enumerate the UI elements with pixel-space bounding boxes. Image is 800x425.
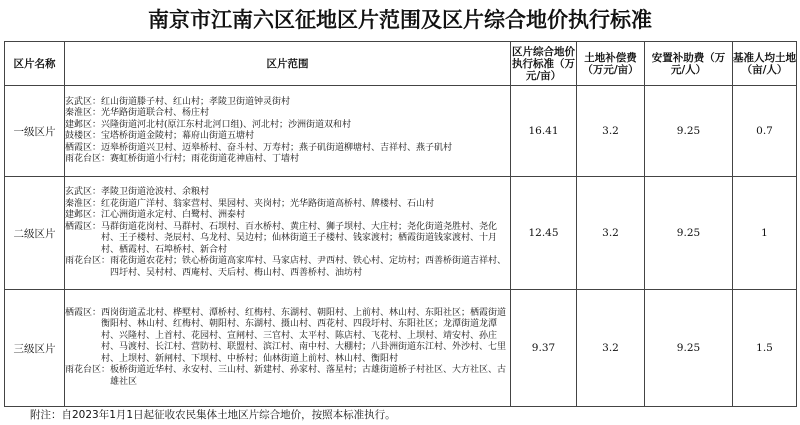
district-villages: 孝陵卫街道沧波村、余粮村 xyxy=(101,187,210,197)
district-line xyxy=(65,256,510,279)
zone-name: 二级区片 xyxy=(5,177,65,290)
district-villages: 红山街道滕子村、红山村；孝陵卫街道钟灵街村 xyxy=(101,96,291,107)
district-line xyxy=(65,187,510,199)
district-label: 雨花台区： xyxy=(65,256,111,266)
land-price-table xyxy=(4,41,797,407)
district-line xyxy=(65,143,510,155)
district-villages: 板桥街道近华村、永安村、三山村、新建村、孙家村、落星村；古雄街道桥子村社区、大方社区、古雄社区 xyxy=(110,365,507,387)
district-villages: 迈皋桥街道兴卫村、迈皋桥村、奋斗村、万寿村；燕子矶街道柳塘村、吉祥村、燕子矶村 xyxy=(101,142,453,153)
price-value: 12.45 xyxy=(511,177,577,290)
land-comp-value: 3.2 xyxy=(577,290,645,407)
header-base-area: 基准人均土地（亩/人） xyxy=(733,42,797,86)
zone-name: 三级区片 xyxy=(5,290,65,407)
district-label: 鼓楼区： xyxy=(65,131,102,141)
header-resettle: 安置补助费（万元/人） xyxy=(645,42,733,86)
district-villages: 兴隆街道河北村(原江东村北河口组)、河北村；沙洲街道双和村 xyxy=(101,119,352,130)
header-name: 区片名称 xyxy=(5,42,65,86)
base-area-value: 1.5 xyxy=(733,290,797,407)
district-label: 雨花台区： xyxy=(65,154,111,164)
district-label: 雨花台区： xyxy=(65,365,111,376)
zone-name: 一级区片 xyxy=(5,86,65,177)
district-line xyxy=(65,131,510,143)
district-line xyxy=(65,308,510,366)
price-value: 9.37 xyxy=(511,290,577,407)
district-line xyxy=(65,365,510,388)
district-label: 玄武区： xyxy=(65,187,102,197)
district-line xyxy=(65,120,510,132)
header-range: 区片范围 xyxy=(65,42,511,86)
table-row xyxy=(5,177,797,290)
district-label: 栖霞区： xyxy=(65,221,102,232)
table-row xyxy=(5,86,797,177)
district-villages: 红花街道广洋村、翁家营村、果园村、夹岗村；光华路街道高桥村、牌楼村、石山村 xyxy=(101,198,435,209)
zone-range xyxy=(65,177,511,290)
district-line xyxy=(65,210,510,222)
table-row xyxy=(5,290,797,407)
price-value: 16.41 xyxy=(511,86,577,177)
header-land-comp: 土地补偿费（万元/亩） xyxy=(577,42,645,86)
district-line xyxy=(65,108,510,120)
district-label: 栖霞区： xyxy=(65,307,102,318)
footnote: 附注：自2023年1月1日起征收农民集体土地区片综合地价，按照本标准执行。 xyxy=(30,409,396,421)
page-title: 南京市江南六区征地区片范围及区片综合地价执行标准 xyxy=(148,8,652,32)
district-label: 栖霞区： xyxy=(65,142,102,153)
district-label: 建邺区： xyxy=(65,119,102,130)
district-line xyxy=(65,154,510,166)
district-villages: 光华路街道联合村、杨庄村 xyxy=(101,108,210,118)
district-label: 建邺区： xyxy=(65,210,102,220)
district-line xyxy=(65,97,510,109)
base-area-value: 0.7 xyxy=(733,86,797,177)
district-line xyxy=(65,222,510,257)
district-label: 秦淮区： xyxy=(65,198,102,209)
district-villages: 马群街道花岗村、马群村、石坝村、百水桥村、黄庄村、狮子坝村、大庄村；尧化街道尧胜村、尧化村、王子楼村、尧辰村、乌龙村、吴边村；仙林街道王子楼村、钱家渡村；栖霞街道钱家渡村、十月村、栖霞村、石埠桥村、新合村 xyxy=(101,221,498,255)
land-comp-value: 3.2 xyxy=(577,177,645,290)
zone-range xyxy=(65,290,511,407)
zone-range xyxy=(65,86,511,177)
district-label: 秦淮区： xyxy=(65,108,102,118)
district-line xyxy=(65,199,510,211)
district-villages: 西岗街道孟北村、桦墅村、潭桥村、红梅村、东湖村、朝阳村、上前村、林山村、东阳社区；栖霞街道衡阳村、林山村、红梅村、朝阳村、东湖村、摄山村、西花村、四段圩村、东阳社区；龙潭街道龙潭村、兴隆村、上首村、花园村、宣闸村、三官村、太平村、陈店村、飞花村、上坝村、靖安村、孙庄村、马渡村、长江村、营防村、联盟村、滨江村、南中村、大棚村；八卦洲街道东江村、外沙村、七里村、上坝村、新闸村、下坝村、中桥村；仙林街道上前村、林山村、衡阳村 xyxy=(101,307,507,364)
base-area-value: 1 xyxy=(733,177,797,290)
district-villages: 赛虹桥街道小行村；雨花街道花神庙村、丁墙村 xyxy=(110,154,300,164)
district-label: 玄武区： xyxy=(65,96,102,107)
header-price: 区片综合地价执行标准（万元/亩） xyxy=(511,42,577,86)
header-row xyxy=(5,42,797,86)
resettle-value: 9.25 xyxy=(645,290,733,407)
resettle-value: 9.25 xyxy=(645,177,733,290)
district-villages: 宝塔桥街道金陵村；幕府山街道五塘村 xyxy=(101,131,255,141)
land-comp-value: 3.2 xyxy=(577,86,645,177)
district-villages: 江心洲街道永定村、白鹭村、洲泰村 xyxy=(101,210,246,220)
resettle-value: 9.25 xyxy=(645,86,733,177)
district-villages: 雨花街道农花村；铁心桥街道高家库村、马家店村、尹西村、铁心村、定坊村；西善桥街道吉祥村、四圩村、吴村村、西庵村、天后村、梅山村、西善桥村、油坊村 xyxy=(110,256,507,278)
